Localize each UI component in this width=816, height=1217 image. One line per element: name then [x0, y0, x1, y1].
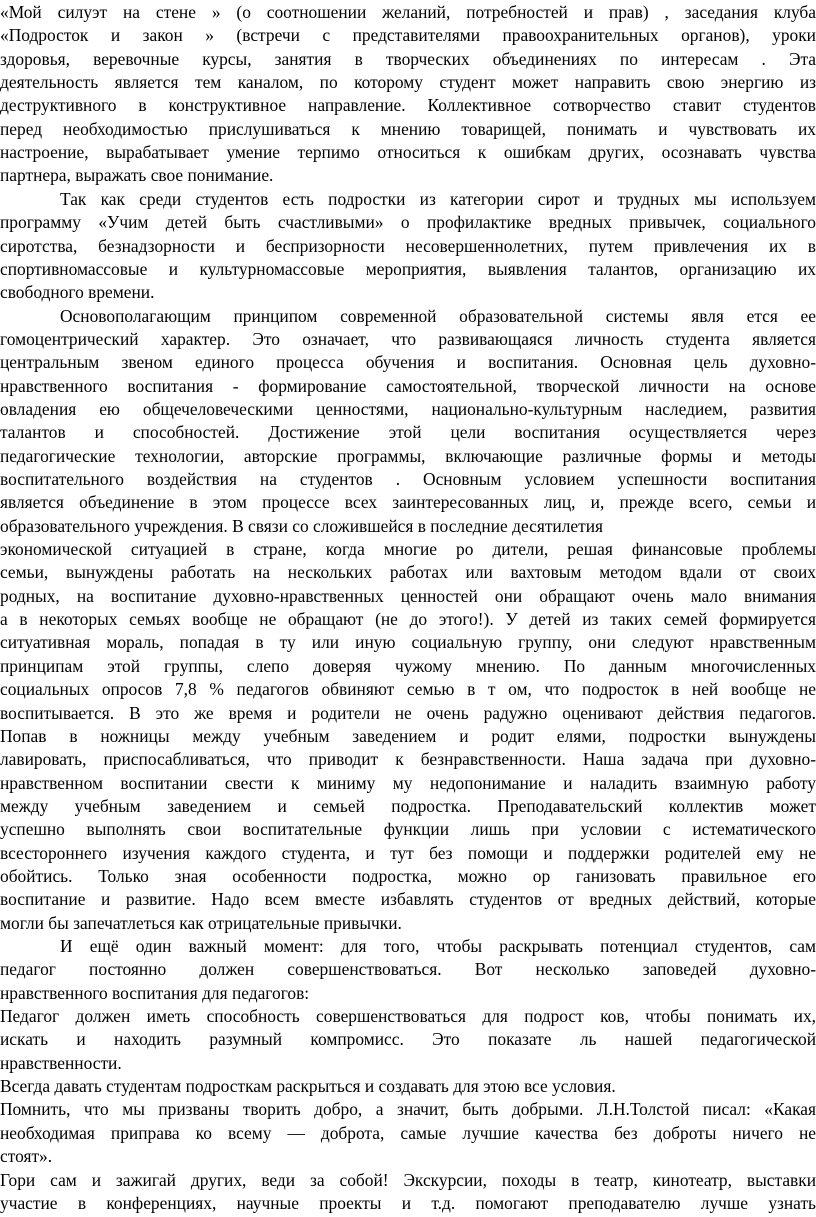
text-line: экономической ситуацией в стране, когда многие ро дители, решая финансовые проблемы: [0, 539, 816, 560]
text-line: овладения ею общечеловеческими ценностями, национально-культурным наследием, развития: [0, 398, 816, 419]
text-line: деятельность является тем каналом, по которому студент может направить свою энергию из: [0, 72, 816, 93]
text-line: обойтись. Только зная особенности подростка, можно ор ганизовать правильное его: [0, 865, 816, 886]
text-line: нравственного воспитания для педагогов:: [0, 982, 310, 1003]
text-line: спортивномассовые и культурномассовые мероприятия, выявления талантов, организацию их: [0, 258, 816, 279]
text-line: талантов и способностей. Достижение этой цели воспитания осуществляется через: [0, 422, 816, 443]
text-line: участие в конференциях, научные проекты и т.д. помогают преподавателю лучше узнать: [0, 1192, 816, 1213]
text-line: нравственности.: [0, 1052, 122, 1073]
text-line: здоровья, веревочные курсы, занятия в творческих объединениях по интересам . Эта: [0, 48, 816, 69]
text-line: воспитание и развитие. Надо всем вместе избавлять студентов от вредных действий, которые: [0, 889, 816, 910]
text-line: а в некоторых семьях вообще не обращают (не до этого!). У детей из таких семей формируется: [0, 609, 816, 630]
text-line: перед необходимостью прислушиваться к мнению товарищей, понимать и чувствовать их: [0, 118, 816, 139]
text-line: Основополагающим принципом современной образовательной системы явля ется ее: [60, 305, 816, 326]
text-line: свободного времени.: [0, 282, 155, 303]
text-line: педагог постоянно должен совершенствоваться. Вот несколько заповедей духовно-: [0, 959, 816, 980]
text-line: «Подросток и закон » (встречи с представителями правоохранительных органов), уроки: [0, 25, 816, 46]
text-line: Так как среди студентов есть подростки из категории сирот и трудных мы используем: [60, 188, 816, 209]
text-line: ситуативная мораль, попадая в ту или иную социальную группу, они следуют нравственным: [0, 632, 816, 653]
text-line: успешно выполнять свои воспитательные функции лишь при условии с истематического: [0, 819, 816, 840]
text-line: нравственного воспитания - формирование самостоятельной, творческой личности на основе: [0, 375, 816, 396]
text-line: стоят».: [0, 1146, 53, 1167]
text-line: Попав в ножницы между учебным заведением и родит елями, подростки вынуждены: [0, 725, 816, 746]
text-line: необходимая приправа ко всему — доброта, самые лучшие качества без доброты ничего не: [0, 1122, 816, 1143]
text-line: педагогические технологии, авторские программы, включающие различные формы и методы: [0, 445, 816, 466]
text-line: семьи, вынуждены работать на нескольких работах или вахтовым методом вдали от своих: [0, 562, 816, 583]
text-line: Гори сам и зажигай других, веди за собой! Экскурсии, походы в театр, кинотеатр, выставки: [0, 1169, 816, 1190]
text-line: программу «Учим детей быть счастливыми» о профилактике вредных привычек, социального: [0, 212, 816, 233]
text-line: родных, на воспитание духовно-нравственных ценностей они обращают очень мало внимания: [0, 585, 816, 606]
text-line: является объединение в этом процессе всех заинтересованных лиц, и, прежде всего, семьи и: [0, 492, 816, 513]
text-line: искать и находить разумный компромисс. Это показате ль нашей педагогической: [0, 1029, 816, 1050]
text-line: социальных опросов 7,8 % педагогов обвиняют семью в т ом, что подросток в ней вообще не: [0, 679, 816, 700]
text-line: лавировать, приспосабливаться, что приводит к безнравственности. Наша задача при духовно-: [0, 749, 816, 770]
text-line: воспитывается. В это же время и родители не очень радужно оценивают действия педагогов.: [0, 702, 816, 723]
text-line: деструктивного в конструктивное направление. Коллективное сотворчество ставит студентов: [0, 95, 816, 116]
text-line: нравственном воспитании свести к миниму му недопонимание и наладить взаимную работу: [0, 772, 816, 793]
text-line: между учебным заведением и семьей подростка. Преподавательский коллектив может: [0, 795, 816, 816]
text-line: всестороннего изучения каждого студента, и тут без помощи и поддержки родителей ему не: [0, 842, 816, 863]
text-line: партнера, выражать свое понимание.: [0, 165, 274, 186]
text-line: могли бы запечатлеться как отрицательные привычки.: [0, 912, 402, 933]
text-line: Педагог должен иметь способность совершенствоваться для подрост ков, чтобы понимать их,: [0, 1006, 816, 1027]
text-line: «Мой силуэт на стене » (о соотношении желаний, потребностей и прав) , заседания клуба: [0, 2, 816, 22]
text-line: сиротства, безнадзорности и беспризорности несовершеннолетних, путем привлечения их в: [0, 235, 816, 256]
text-line: гомоцентрический характер. Это означает, что развивающаяся личность студента является: [0, 328, 816, 349]
text-line: воспитательного воздействия на студентов . Основным условием успешности воспитания: [0, 469, 816, 489]
text-line: центральным звеном единого процесса обучения и воспитания. Основная цель духовно-: [0, 352, 816, 373]
text-line: образовательного учреждения. В связи со сложившейся в последние десятилетия: [0, 515, 604, 536]
text-line: настроение, вырабатывает умение терпимо относиться к ошибкам других, осознавать чувства: [0, 142, 816, 163]
text-line: И ещё один важный момент: для того, чтобы раскрывать потенциал студентов, сам: [60, 936, 816, 956]
text-line: Помнить, что мы призваны творить добро, а значит, быть добрыми. Л.Н.Толстой писал: «Какая: [0, 1099, 816, 1120]
text-line: принципам этой группы, слепо доверяя чужому мнению. По данным многочисленных: [0, 655, 816, 676]
text-line: Всегда давать студентам подросткам раскрыться и создавать для этою все условия.: [0, 1076, 616, 1097]
